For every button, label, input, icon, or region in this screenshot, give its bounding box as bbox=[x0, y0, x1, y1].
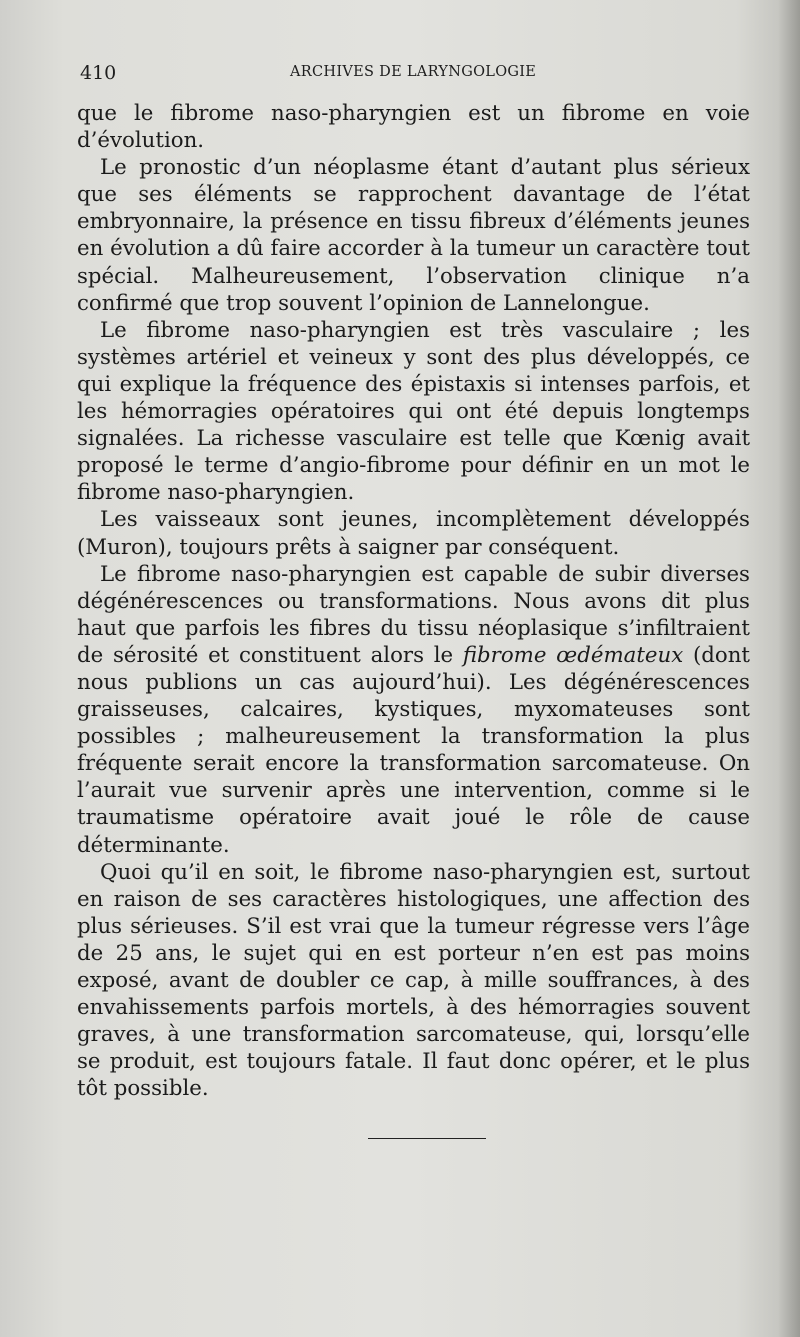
paragraph-degenerations-end: (dont nous publions un cas aujourd’hui). Les dégénérescences graisseuses, calcaires, kystiques, myxomateuses sont possibles ; malheureusement la transformation la plus fréquente serait encore la transformation sarcomateuse. On l’aurait vue survenir après une intervention, comme si le traumatisme opératoire avait joué le rôle de cause déterminante. bbox=[77, 642, 750, 858]
italic-term: fibrome œdémateux bbox=[462, 642, 684, 668]
paragraph-degenerations bbox=[77, 561, 750, 859]
page-number: 410 bbox=[80, 62, 117, 84]
paragraph-prognosis: Le pronostic d’un néoplasme étant d’autant plus sérieux que ses éléments se rapprochent davantage de l’état embryonnaire, la présence en tissu fibreux d’éléments jeunes en évolution a dû faire accorder à la tumeur un caractère tout spécial. Malheureusement, l’observation clinique n’a confirmé que trop souvent l’opinion de Lannelongue. bbox=[77, 155, 750, 316]
page-header bbox=[80, 62, 748, 86]
paragraph-vessels: Les vaisseaux sont jeunes, incomplètement développés (Muron), toujours prêts à saigner par conséquent. bbox=[77, 507, 750, 560]
paragraph-conclusion: Quoi qu’il en soit, le fibrome naso-pharyngien est, surtout en raison de ses caractères histologiques, une affection des plus sérieuses. S’il est vrai que la tumeur régresse vers l’âge de 25 ans, le sujet qui en est porteur n’en est pas moins exposé, avant de doubler ce cap, à mille souffrances, à des envahissements parfois mortels, à des hémorragies souvent graves, à une transformation sarcomateuse, qui, lorsqu’elle se produit, est toujours fatale. Il faut donc opérer, et le plus tôt possible. bbox=[77, 859, 750, 1102]
paragraph-vascularity: Le fibrome naso-pharyngien est très vasculaire ; les systèmes artériel et veineux y sont des plus développés, ce qui explique la fréquence des épistaxis si intenses parfois, et les hémorragies opératoires qui ont été depuis longtemps signalées. La richesse vasculaire est telle que Kœnig avait proposé le terme d’angio-fibrome pour définir en un mot le fibrome naso-pharyngien. bbox=[77, 317, 750, 506]
body-text bbox=[77, 100, 750, 1102]
running-head: ARCHIVES DE LARYNGOLOGIE bbox=[290, 64, 537, 80]
paragraph-degenerations-start: Le fibrome naso-pharyngien est capable de subir diverses dégénérescences ou transformations. Nous avons dit plus haut que parfois les fibres du tissu néoplasique s’infiltraient de sérosité et constituent alors le bbox=[77, 561, 750, 668]
closing-rule bbox=[368, 1138, 486, 1139]
paragraph-continuation: que le fibrome naso-pharyngien est un fibrome en voie d’évolution. bbox=[77, 101, 750, 154]
